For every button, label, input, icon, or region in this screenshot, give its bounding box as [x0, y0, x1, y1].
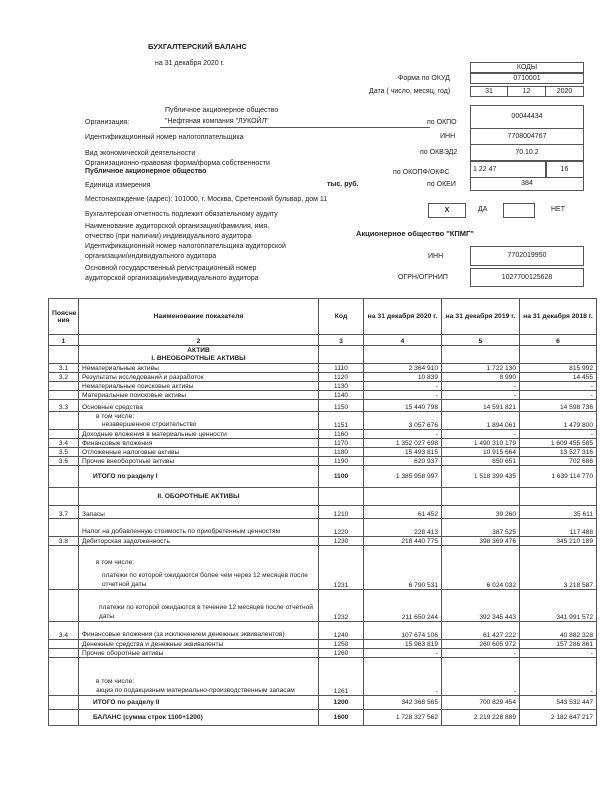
legal-form-value: Публичное акционерное общество [85, 168, 207, 175]
table-row: 3.4 Финансовые вложения 1170 1 352 027 698 1 490 310 179 1 609 455 585 [49, 439, 597, 448]
table-row: Денежные средства и денежные эквиваленты 1250 15 963 819 260 605 972 157 286 861 [49, 640, 597, 649]
date-label: Дата ( число, месяц, год) [369, 88, 451, 95]
table-row: Доходные вложения в материальные ценности 1160 - - - [49, 430, 597, 439]
col-num: 6 [520, 335, 597, 346]
section-1-title: I. ВНЕОБОРОТНЫЕ АКТИВЫ [151, 355, 246, 362]
auditor-name: Акционерное общество "КПМГ" [356, 229, 474, 238]
col-num: 3 [319, 335, 364, 346]
total-row-2: ИТОГО по разделу II 1200 342 368 565 700 829 454 543 532 447 [49, 696, 597, 710]
table-row: 3.2 Результаты исследований и разработок 1120 10 839 8 990 14 455 [49, 373, 597, 382]
auditor-inn-value: 7702019950 [470, 246, 584, 266]
legal-form-label: Организационно-правовая форма/форма собственности [85, 160, 270, 167]
okpo-value: 00044434 [470, 105, 584, 129]
ogrn-label-2: аудиторской организации/индивидуального аудитора [85, 275, 259, 282]
header-2018: на 31 декабря 2018 г. [520, 299, 597, 335]
auditor-name-label-2: отчество (при наличии) индивидуального аудитора [85, 233, 252, 240]
section-1-header [49, 346, 597, 364]
date-day: 31 [470, 86, 508, 97]
table-row: 3.5 Отложенные налоговые активы 1180 15 493 815 10 915 664 13 527 316 [49, 448, 597, 457]
table-header-row [49, 299, 597, 335]
table-row: Нематериальные поисковые активы 1130 - - - [49, 382, 597, 391]
org-label: Организация: [85, 119, 130, 126]
table-row: 3.6 Прочие внеоборотные активы 1190 620 937 850 651 702 686 [49, 457, 597, 466]
okei-label: по ОКЕИ [427, 181, 456, 188]
audit-yes-label: ДА [478, 206, 488, 213]
total-row-1: ИТОГО по разделу I 1100 1 385 958 997 1 518 399 435 1 639 114 770 [49, 466, 597, 488]
aktiv-heading: АКТИВ [187, 347, 210, 354]
inn-label: ИНН [440, 133, 456, 140]
header-2020: на 31 декабря 2020 г. [364, 299, 442, 335]
col-num: 4 [364, 335, 442, 346]
audit-no-label: НЕТ [551, 206, 565, 213]
date-year: 2020 [545, 86, 584, 97]
col-num: 5 [442, 335, 520, 346]
okopf-value: 1 22 47 [470, 161, 547, 178]
auditor-inn-short: ИНН [428, 253, 444, 260]
header-code: Код [319, 299, 364, 335]
unit-label: Единица измерения [85, 182, 151, 189]
inn-value: 7708004767 [470, 128, 584, 145]
ogrn-short: ОГРН/ОГРНИП [398, 274, 448, 281]
unit-value: тыс. руб. [327, 181, 359, 188]
auditor-name-label-1: Наименование аудиторской организации/фамилия, имя, [85, 223, 270, 230]
table-row: Прочие оборотные активы 1260 - - - [49, 649, 597, 658]
header-2019: на 31 декабря 2019 г. [442, 299, 520, 335]
inn-text: Идентификационный номер налогоплательщика [85, 134, 244, 141]
okud-label: Форма по ОКУД [398, 75, 450, 82]
header-note: Поясне ния [49, 299, 79, 335]
table-row: платежи по которой ожидаются в течение 12 месяцев после отчетной даты 1232 211 650 244 392 345 443 341 991 572 [49, 590, 597, 622]
codes-header: КОДЫ [470, 62, 584, 73]
balance-table [48, 298, 597, 726]
col-num: 1 [49, 335, 79, 346]
table-row: Материальные поисковые активы 1140 - - - [49, 391, 597, 400]
table-row: в том числе: платежи по которой ожидаются более чем через 12 месяцев после отчетной даты 1231 6 790 531 6 024 032 3 218 587 [49, 546, 597, 590]
balance-total-row: БАЛАНС (сумма строк 1100+1200) 1600 1 728 327 562 2 219 228 889 2 182 647 217 [49, 710, 597, 726]
okfs-value: 16 [545, 161, 584, 178]
table-row: 3.4 Финансовые вложения (за исключением денежных эквивалентов) 1240 107 674 106 61 427 222 40 882 328 [49, 622, 597, 640]
okpo-label: по ОКПО [427, 119, 457, 126]
table-row: 3.8 Дебиторская задолженность 1230 218 440 775 398 369 476 345 210 189 [49, 537, 597, 546]
org-name-line2: "Нефтяная компания "ЛУКОЙЛ" [165, 118, 269, 125]
okved-value: 70.10.2 [470, 144, 584, 161]
audit-subject: Бухгалтерская отчетность подлежит обязательному аудиту [85, 211, 278, 218]
col-num: 2 [79, 335, 319, 346]
section-2-header [49, 488, 597, 506]
date-month: 12 [507, 86, 546, 97]
okud-value: 0710001 [470, 73, 584, 84]
table-row: 3.3 Основные средства 1150 15 440 798 14 591 821 14 598 736 [49, 400, 597, 412]
table-row: 3.1 Нематериальные активы 1110 2 364 910 1 722 130 815 992 [49, 364, 597, 373]
okved-label: по ОКВЭД2 [420, 149, 458, 156]
ogrn-label-1: Основной государственный регистрационный номер [85, 265, 257, 272]
header-name: Наименование показателя [79, 299, 319, 335]
org-name-line1: Публичное акционерное общество [165, 107, 279, 114]
table-row: в том числе: акциз по подакцизным материально-производственным запасам 1261 - - - [49, 658, 597, 696]
audit-no-box [503, 203, 535, 218]
audit-yes-box: X [428, 203, 466, 218]
okei-value: 384 [470, 177, 584, 191]
column-number-row [49, 335, 597, 346]
auditor-inn-label-2: организации/индивидуального аудитора [85, 253, 217, 260]
section-2-title: II. ОБОРОТНЫЕ АКТИВЫ [79, 488, 319, 506]
table-row: 3.7 Запасы 1210 61 452 39 260 35 611 [49, 506, 597, 519]
auditor-inn-label-1: Идентификационный номер налогоплательщика аудиторской [85, 243, 286, 250]
address: Местонахождение (адрес): 101000, г. Москва, Сретенский бульвар, дом 11 [85, 196, 328, 203]
ogrn-value: 1027700125628 [470, 268, 584, 287]
document-title: БУХГАЛТЕРСКИЙ БАЛАНС [148, 42, 247, 51]
table-row: в том числе: незавершенное строительство 1151 3 057 676 1 894 061 1 479 800 [49, 412, 597, 430]
report-date: на 31 декабря 2020 г. [155, 60, 225, 67]
table-row: Налог на добавленную стоимость по приобретенным ценностям 1220 228 413 387 525 117 488 [49, 519, 597, 537]
activity-label: Вид экономической деятельности [85, 150, 196, 157]
okopf-label: по ОКОПФ/ОКФС [393, 169, 450, 176]
